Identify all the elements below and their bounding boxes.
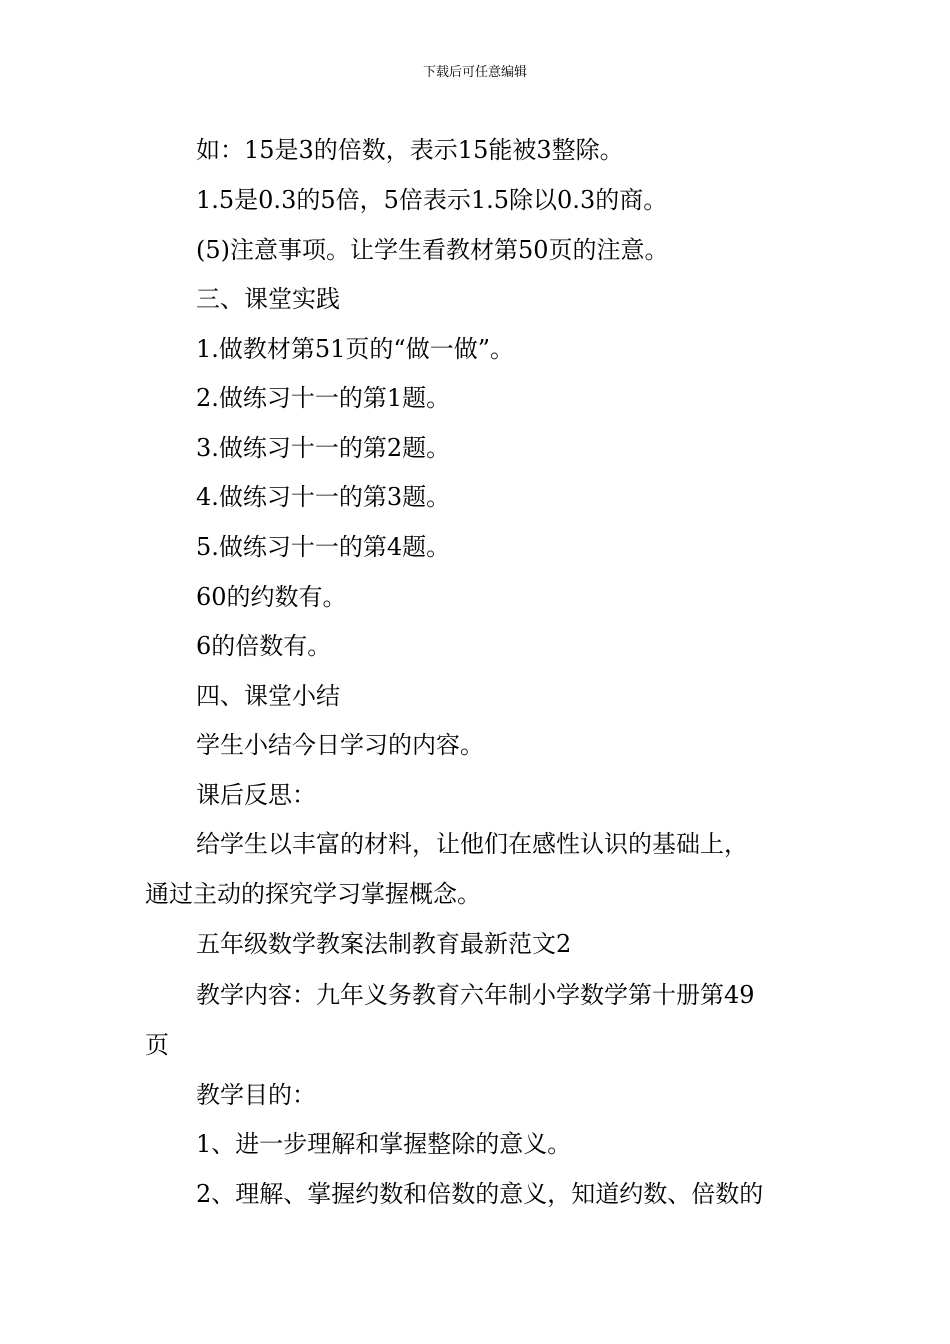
article-title: 五年级数学教案法制教育最新范文2 [196,930,572,958]
text-line: 给学生以丰富的材料，让他们在感性认识的基础上， [196,830,748,858]
section-heading: 四、课堂小结 [196,682,340,710]
text-line: 如：15是3的倍数，表示15能被3整除。 [196,136,624,164]
list-item: 2、理解、掌握约数和倍数的意义，知道约数、倍数的 [196,1180,764,1208]
text-line: 教学目的： [196,1081,316,1109]
text-line: 课后反思： [196,781,316,809]
text-line: 60的约数有。 [196,583,347,611]
text-line: (5)注意事项。让学生看教材第50页的注意。 [196,236,669,264]
text-line: 学生小结今日学习的内容。 [196,731,484,759]
list-item: 1.做教材第51页的“做一做”。 [196,335,514,363]
list-item: 1、进一步理解和掌握整除的意义。 [196,1130,572,1158]
list-item: 2.做练习十一的第1题。 [196,384,451,412]
page-header: 下载后可任意编辑 [422,65,527,80]
text-line: 通过主动的探究学习掌握概念。 [145,880,481,908]
list-item: 5.做练习十一的第4题。 [196,533,451,561]
text-line: 教学内容：九年义务教育六年制小学数学第十册第49 [196,981,755,1009]
list-item: 4.做练习十一的第3题。 [196,483,451,511]
text-line: 1.5是0.3的5倍，5倍表示1.5除以0.3的商。 [196,186,668,214]
list-item: 3.做练习十一的第2题。 [196,434,451,462]
section-heading: 三、课堂实践 [196,285,340,313]
text-line: 页 [145,1031,169,1059]
text-line: 6的倍数有。 [196,632,332,660]
